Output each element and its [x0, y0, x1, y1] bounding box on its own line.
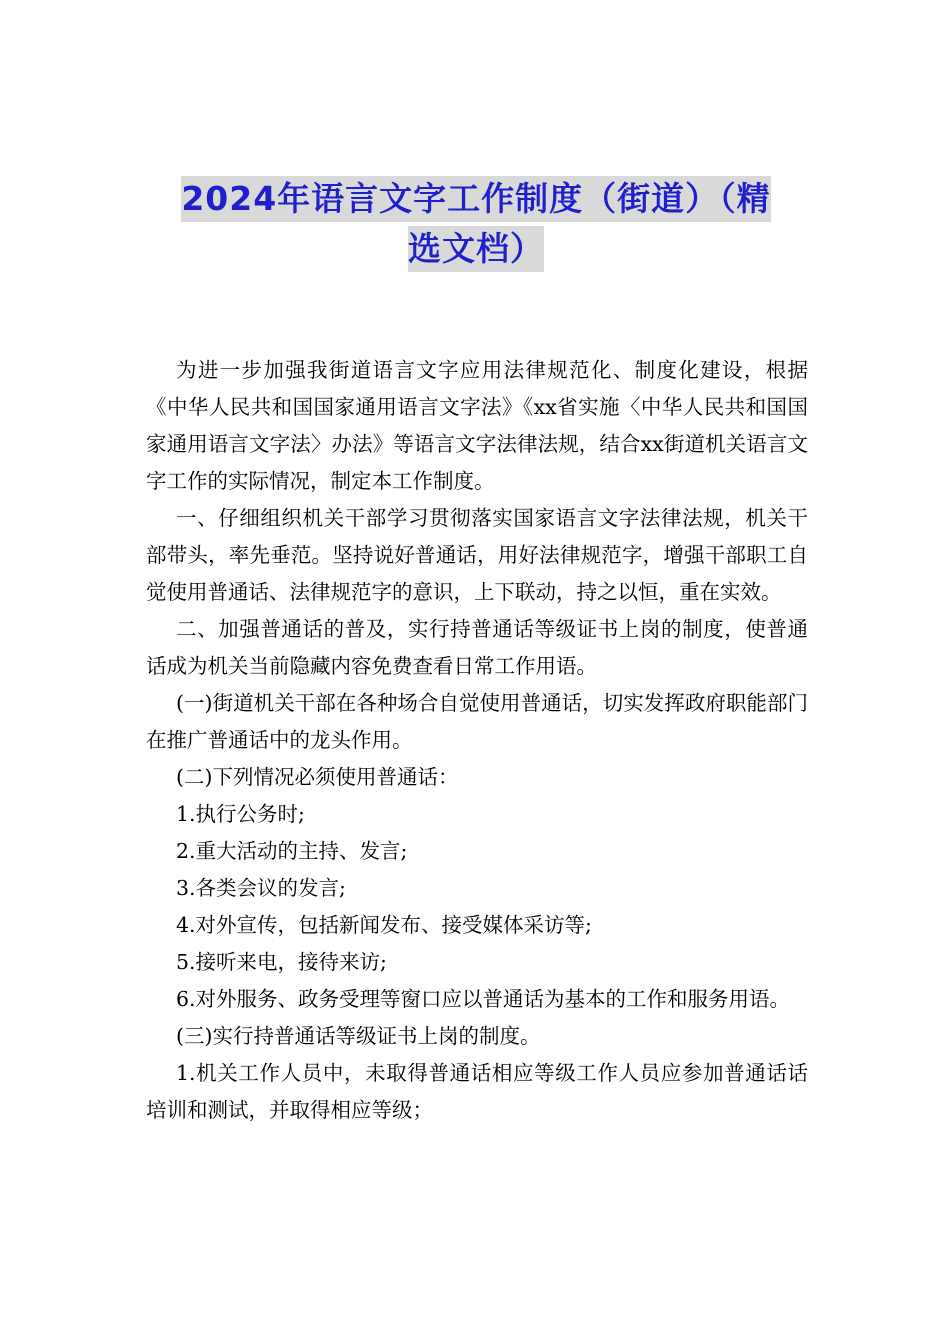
- list-item-2: 2.重大活动的主持、发言;: [176, 839, 408, 863]
- section-two-paragraph: 二、加强普通话的普及，实行持普通话等级证书上岗的制度，使普通话成为机关当前隐藏内容免费查看日常工作用语。: [146, 617, 808, 678]
- subsection-two-heading: (二)下列情况必须使用普通话：: [176, 765, 459, 789]
- subsection-one-paragraph: (一)街道机关干部在各种场合自觉使用普通话，切实发挥政府职能部门在推广普通话中的龙头作用。: [146, 691, 808, 752]
- title-line-1: 2024年语言文字工作制度（街道）（精: [181, 176, 770, 222]
- subsection-three-heading: (三)实行持普通话等级证书上岗的制度。: [176, 1024, 541, 1048]
- list-item-3: 3.各类会议的发言;: [176, 876, 346, 900]
- list-item-5: 5.接听来电，接待来访;: [176, 950, 387, 974]
- title-line-2: 选文档）: [408, 226, 544, 272]
- document-title: [146, 176, 806, 272]
- list-item-4: 4.对外宣传，包括新闻发布、接受媒体采访等;: [176, 913, 592, 937]
- section-one-paragraph: 一、仔细组织机关干部学习贯彻落实国家语言文字法律法规，机关干部带头，率先垂范。坚持说好普通话，用好法律规范字，增强干部职工自觉使用普通话、法律规范字的意识，上下联动，持之以恒，重在实效。: [146, 506, 808, 604]
- subsection-three-item-1: 1.机关工作人员中，未取得普通话相应等级工作人员应参加普通话话培训和测试，并取得相应等级；: [146, 1061, 808, 1122]
- intro-paragraph: 为进一步加强我街道语言文字应用法律规范化、制度化建设，根据《中华人民共和国国家通用语言文字法》《xx省实施〈中华人民共和国国家通用语言文字法〉办法》等语言文字法律法规，结合xx街道机关语言文字工作的实际情况，制定本工作制度。: [146, 358, 808, 493]
- document-body: [146, 352, 808, 1129]
- list-item-1: 1.执行公务时;: [176, 802, 305, 826]
- list-item-6: 6.对外服务、政务受理等窗口应以普通话为基本的工作和服务用语。: [176, 987, 791, 1011]
